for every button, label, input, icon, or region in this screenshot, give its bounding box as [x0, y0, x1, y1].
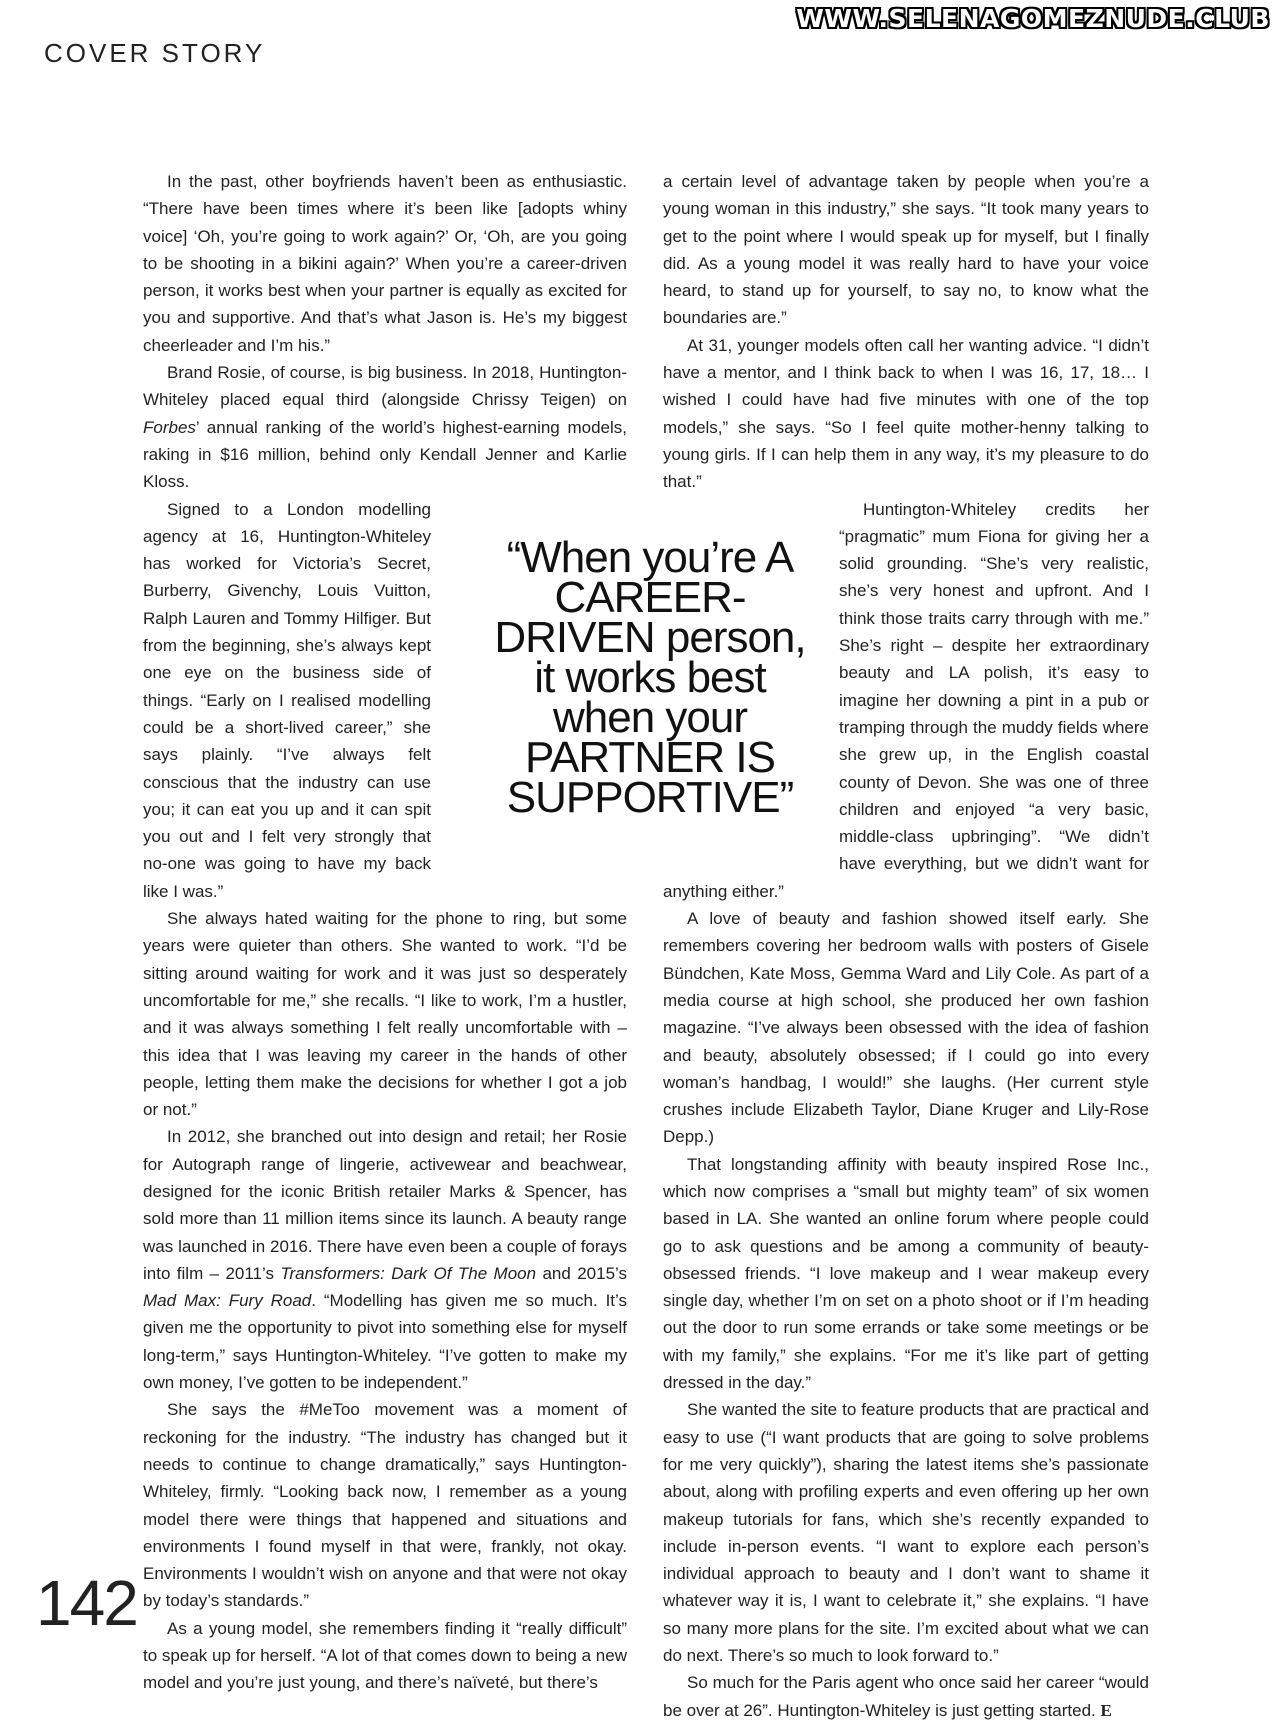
paragraph: That longstanding affinity with beauty inspired Rose Inc., which now comprises a “small but mighty team” of six women based in LA. She wanted an online forum where people could go to ask questions and be among a community of beauty-obsessed friends. “I love makeup and I wear makeup every single day, whether I’m on set on a photo shoot or if I’m heading out the door to run some errands or take some meetings or be with my family,” she explains. “For me it’s like part of getting dressed in the day.” — [663, 1154, 1149, 1393]
publication-name: Forbes — [143, 417, 196, 437]
article-column-right — [663, 168, 1149, 1724]
text-run: In 2012, she branched out into design and retail; her Rosie for Autograph range of lingerie, activewear and beachwear, designed for the iconic British retailer Marks & Spencer, has sold more than 11 million items since its launch. A beauty range was launched in 2016. There have even been a couple of forays into film – 2011’s — [143, 1127, 627, 1283]
paragraph: She always hated waiting for the phone to ring, but some years were quieter than others. She wanted to work. “I’d be sitting around waiting for work and it was just so desperately uncomfortable for me,” she recalls. “I like to work, I’m a hustler, and it was always something I felt really uncomfortable with – this idea that I was leaving my career in the hands of other people, letting them make the decisions for whether I got a job or not.” — [143, 909, 627, 1120]
text-run: ’ annual ranking of the world’s highest-earning models, raking in $16 million, behind only Kendall Jenner and Karlie Kloss. — [143, 417, 627, 492]
film-title: Transformers: Dark Of The Moon — [280, 1263, 537, 1283]
paragraph: a certain level of advantage taken by people when you’re a young woman in this industry,” she says. “It took many years to get to the point where I would speak up for myself, but I finally did. As a young model it was really hard to have your voice heard, to stand up for yourself, to say no, to know what the boundaries are.” — [663, 172, 1149, 328]
pull-quote: “When you’re A CAREER-DRIVEN person, it works best when your PARTNER IS SUPPORTIVE” — [494, 533, 806, 822]
text-run: and 2015’s — [536, 1263, 627, 1283]
text-run: . “Modelling has given me so much. It’s given me the opportunity to pivot into something else for myself long-term,” says Huntington-Whiteley. “I’ve gotten to make my own money, I’ve gotten to be independent.” — [143, 1291, 627, 1393]
paragraph: At 31, younger models often call her wanting advice. “I didn’t have a mentor, and I think back to when I was 16, 17, 18… I wished I could have had five minutes with one of the top models,” she says. “So I feel quite mother-henny talking to young girls. If I can help them in any way, it’s my pleasure to do that.” — [663, 335, 1149, 492]
paragraph — [143, 1123, 627, 1396]
paragraph — [663, 1669, 1149, 1724]
article-column-left — [143, 168, 627, 1697]
page-number: 142 — [36, 1567, 137, 1639]
paragraph: In the past, other boyfriends haven’t been as enthusiastic. “There have been times where it’s been like [adopts whiny voice] ‘Oh, you’re going to work again?’ Or, ‘Oh, are you going to be shooting in a bikini again?’ When you’re a career-driven person, it works best when your partner is equally as excited for you and supportive. And that’s what Jason is. He’s my biggest cheerleader and I’m his.” — [143, 172, 627, 355]
paragraph: A love of beauty and fashion showed itself early. She remembers covering her bedroom walls with posters of Gisele Bündchen, Kate Moss, Gemma Ward and Lily Cole. As part of a media course at high school, she produced her own fashion magazine. “I’ve always been obsessed with the idea of fashion and beauty, absolutely obsessed; if I could go into every woman’s handbag, I would!” she laughs. (Her current style crushes include Elizabeth Taylor, Diane Kruger and Lily-Rose Depp.) — [663, 909, 1149, 1147]
paragraph — [143, 359, 627, 495]
film-title: Mad Max: Fury Road — [143, 1291, 312, 1311]
paragraph: Signed to a London modelling agency at 16, Huntington-Whiteley has worked for Victoria’s Secret, Burberry, Givenchy, Louis Vuitton, Ralph Lauren and Tommy Hilfiger. But from the beginning, she’s always kept one eye on the business side of things. “Early on I realised modelling could be a short-lived career,” she says plainly. “I’ve always felt conscious that the industry can use you; it can eat you up and it can spit you out and I felt very strongly that no-one was going to have my back like I was.” — [143, 499, 431, 901]
text-run: So much for the Paris agent who once said her career “would be over at 26”. Huntington-Whiteley is just getting started. — [663, 1673, 1149, 1720]
paragraph: As a young model, she remembers finding it “really difficult” to speak up for herself. “A lot of that comes down to being a new model and you’re just young, and there’s naïveté, but there’s — [143, 1618, 627, 1693]
section-label: COVER STORY — [44, 38, 266, 68]
watermark-text: WWW.SELENAGOMEZNUDE.CLUB — [796, 4, 1270, 33]
text-run: Brand Rosie, of course, is big business. In 2018, Huntington-Whiteley placed equal third (alongside Chrissy Teigen) on — [143, 363, 627, 410]
paragraph: She says the #MeToo movement was a moment of reckoning for the industry. “The industry has changed but it needs to continue to change dramatically,” says Huntington-Whiteley, firmly. “Looking back now, I remember as a young model there were things that happened and situations and environments I found myself in that were, frankly, not okay. Environments I wouldn’t wish on anyone and that were not okay by today’s standards.” — [143, 1400, 627, 1611]
end-mark: E — [1100, 1700, 1112, 1720]
paragraph: Huntington-Whiteley credits her “pragmatic” mum Fiona for giving her a solid grounding. “She’s very realistic, she’s very honest and upfront. And I think those traits carry through with me.” She’s right – despite her extraordinary beauty and LA polish, it’s easy to imagine her downing a pint in a pub or tramping through the muddy fields where she grew up, in the English coastal county of Devon. She was one of three children and enjoyed “a very basic, middle-class upbringing”. “We didn’t have everything, but we didn’t want for anything either.” — [663, 499, 1149, 901]
paragraph: She wanted the site to feature products that are practical and easy to use (“I want products that are going to solve problems for me very quickly”), sharing the latest items she’s passionate about, along with profiling experts and even offering up her own makeup tutorials for fans, which she’s recently expanded to include in-person events. “I want to explore each person’s individual approach to beauty and I don’t want to shame it whatever way it is, I want to celebrate it,” she explains. “I have so many more plans for the site. I’m excited about what we can do next. There’s so much to look forward to.” — [663, 1400, 1149, 1666]
